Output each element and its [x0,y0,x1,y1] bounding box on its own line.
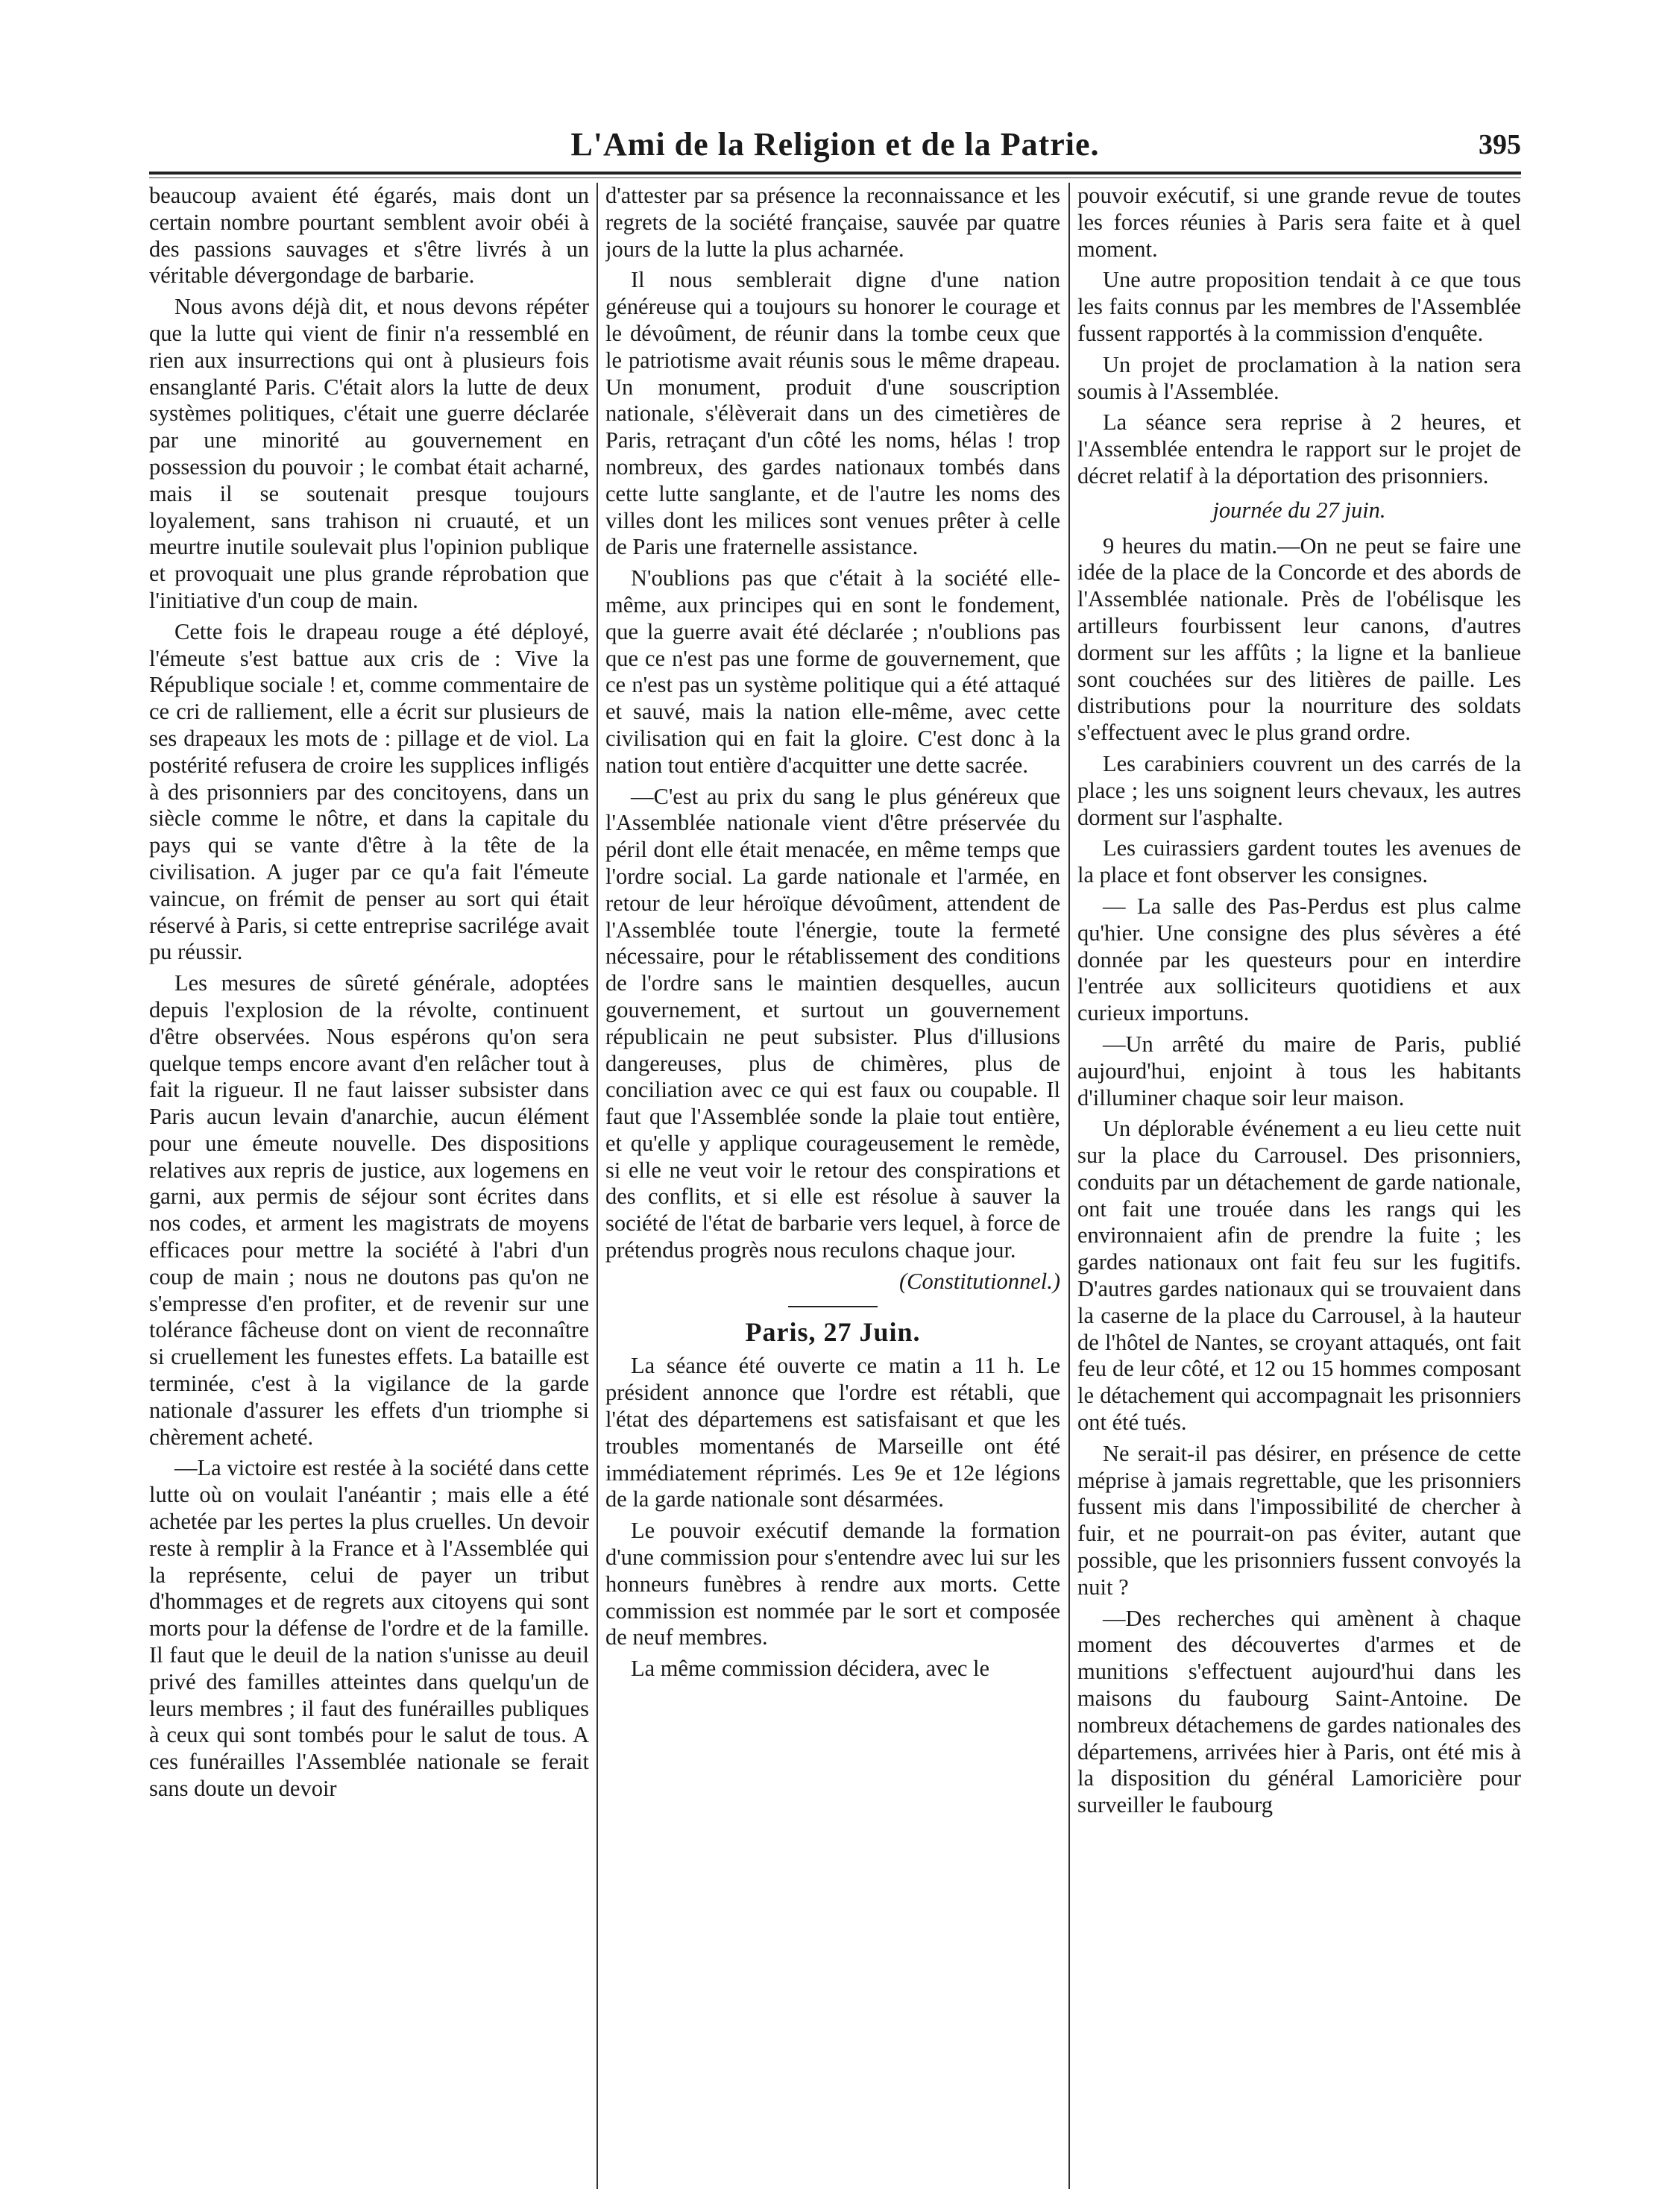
paragraph: —Des recherches qui amènent à chaque moment des découvertes d'armes et de munitions s'effectuent aujourd'hui dans les maisons du faubourg Saint-Antoine. De nombreux détachemens de gardes nationales des départemens, arrivées hier à Paris, ont été mis à la disposition du général Lamoricière pour surveiller le faubourg [1077,1605,1521,1818]
paragraph: d'attester par sa présence la reconnaissance et les regrets de la société française, sauvée par quatre jours de la lutte la plus acharnée. [605,183,1060,262]
source-signature: (Constitutionnel.) [898,1268,1060,1294]
column-3 [1077,183,1521,2189]
paragraph: — La salle des Pas-Perdus est plus calme qu'hier. Une consigne des plus sévères a été donnée par les questeurs pour en interdire l'entrée aux solliciteurs quotidiens et aux curieux importuns. [1077,893,1521,1026]
column-1 [149,183,589,2189]
section-heading: Paris, 27 Juin. [745,1316,921,1347]
paragraph: Les cuirassiers gardent toutes les avenues de la place et font observer les consignes. [1077,835,1521,888]
paragraph: Une autre proposition tendait à ce que tous les faits connus par les membres de l'Assemblée fussent rapportés à la commission d'enquête. [1077,267,1521,346]
running-title: L'Ami de la Religion et de la Patrie. [570,126,1100,163]
paragraph: beaucoup avaient été égarés, mais dont un certain nombre pourtant semblent avoir obéi à des passions sauvages et s'être livrés à un véritable dévergondage de barbarie. [149,183,589,289]
paragraph: —C'est au prix du sang le plus généreux que l'Assemblée nationale vient d'être préservée du péril dont elle était menacée, en même temps que l'ordre social. La garde nationale et l'armée, en retour de leur héroïque dévoûment, attendent de l'Assemblée toute l'énergie, toute la fermeté nécessaire, pour le rétablissement des conditions de l'ordre sans le maintien desquelles, aucun gouvernement, et surtout un gouvernement républicain ne peut subsister. Plus d'illusions dangereuses, plus de chimères, plus de conciliation avec ce qui est faux ou coupable. Il faut que l'Assemblée sonde la plaie tout entière, et qu'elle y applique courageusement le remède, si elle ne veut voir le retour des conspirations et des conflits, et si elle est résolue à sauver la société de l'état de barbarie vers lequel, à force de prétendus progrès nous reculons chaque jour. [605,783,1060,1263]
column-2 [605,183,1060,2189]
paragraph: Un déplorable événement a eu lieu cette nuit sur la place du Carrousel. Des prisonniers, conduits par un détachement de garde nationale, ont fait une trouée dans les rangs qui les environnaient afin de prendre la fuite ; les gardes nationaux ont fait feu sur les fugitifs. D'autres gardes nationaux qui se trouvaient dans la caserne de la place du Carrousel, à la hauteur de l'hôtel de Nantes, se croyant attaqués, ont fait feu de leur côté, et 12 ou 15 hommes composant le détachement qui accompagnait les prisonniers ont été tués. [1077,1116,1521,1436]
paragraph: 9 heures du matin.—On ne peut se faire une idée de la place de la Concorde et des abords de l'Assemblée nationale. Près de l'obélisque les artilleurs fourbissent leur canons, d'autres dorment sur les affûts ; la ligne et la banlieue sont couchées sur des litières de paille. Les distributions pour la nourriture des soldats s'effectuent avec le plus grand ordre. [1077,532,1521,746]
paragraph: Il nous semblerait digne d'une nation généreuse qui a toujours su honorer le courage et le dévoûment, de réunir dans la tombe ceux que le patriotisme avait réunis sous le même drapeau. Un monument, produit d'une souscription nationale, s'élèverait dans un des cimetières de Paris, retraçant d'un côté les noms, hélas ! trop nombreux, des gardes nationaux tombés dans cette lutte sanglante, et de l'autre les noms des villes dont les milices sont venues prêter à celle de Paris une fraternelle assistance. [605,267,1060,560]
paragraph: Cette fois le drapeau rouge a été déployé, l'émeute s'est battue aux cris de : Vive la République sociale ! et, comme commentaire de ce cri de ralliement, elle a écrit sur plusieurs de ses drapeaux les mots de : pillage et de viol. La postérité refusera de croire les supplices infligés à des prisonniers par des concitoyens, dans un siècle comme le nôtre, et dans la capitale du pays qui se vante d'être à la tête de la civilisation. A juger par ce qu'a fait l'émeute vaincue, on frémit de penser au sort qui était réservé à Paris, si cette entreprise sacrilége avait pu réussir. [149,618,589,965]
paragraph: La séance sera reprise à 2 heures, et l'Assemblée entendra le rapport sur le projet de décret relatif à la déportation des prisonniers. [1077,409,1521,488]
page-number: 395 [1479,129,1521,160]
paragraph: N'oublions pas que c'était à la société elle-même, aux principes qui en sont le fondement, que la guerre avait été déclarée ; n'oublions pas que ce n'est pas une forme de gouvernement, que ce n'est pas un système politique qui a été attaqué et sauvé, mais la nation elle-même, avec cette civilisation qui en fait la gloire. C'est donc à la nation tout entière d'acquitter une dette sacrée. [605,565,1060,778]
paragraph: Nous avons déjà dit, et nous devons répéter que la lutte qui vient de finir n'a ressemblé en rien aux insurrections qui ont à plusieurs fois ensanglanté Paris. C'était alors la lutte de deux systèmes politiques, c'était une guerre déclarée par une minorité au gouvernement en possession du pouvoir ; le combat était acharné, mais il se soutenait presque toujours loyalement, sans trahison ni cruauté, et un meurtre inutile soulevait plus l'opinion publique et provoquait une plus grande réprobation que l'initiative d'un coup de main. [149,294,589,613]
paragraph: Ne serait-il pas désirer, en présence de cette méprise à jamais regrettable, que les prisonniers fussent mis dans l'impossibilité de chercher à fuir, et ne pourrait-on pas éviter, autant que possible, que les prisonniers fussent convoyés la nuit ? [1077,1440,1521,1600]
section-subheading: journée du 27 juin. [1212,497,1386,523]
column-divider [596,183,598,2189]
header-rule-thin [149,177,1521,178]
paragraph: La séance été ouverte ce matin a 11 h. Le président annonce que l'ordre est rétabli, que l'état des départemens est satisfaisant et que les troubles momentanés de Marseille ont été immédiatement réprimés. Les 9e et 12e légions de la garde nationale sont désarmées. [605,1353,1060,1512]
paragraph: Un projet de proclamation à la nation sera soumis à l'Assemblée. [1077,351,1521,404]
page-header [149,112,1521,170]
paragraph: —La victoire est restée à la société dans cette lutte où on voulait l'anéantir ; mais elle a été achetée par les pertes la plus cruelles. Un devoir reste à remplir à la France et à l'Assemblée qui la représente, celui de payer un tribut d'hommages et de regrets aux citoyens qui sont morts pour la défense de l'ordre et de la famille. Il faut que le deuil de la nation s'unisse au deuil privé des familles atteintes dans quelqu'un de leurs membres ; il faut des funérailles publiques à ceux qui sont tombés pour le salut de tous. A ces funérailles l'Assemblée nationale se ferait sans doute un devoir [149,1455,589,1802]
paragraph: Les carabiniers couvrent un des carrés de la place ; les uns soignent leurs chevaux, les autres dorment sur l'asphalte. [1077,750,1521,830]
section-divider [788,1306,878,1307]
paragraph: Le pouvoir exécutif demande la formation d'une commission pour s'entendre avec lui sur les honneurs funèbres à rendre aux morts. Cette commission est nommée par le sort et composée de neuf membres. [605,1518,1060,1650]
paragraph: La même commission décidera, avec le [631,1656,990,1682]
paragraph: Les mesures de sûreté générale, adoptées depuis l'explosion de la révolte, continuent d'être observées. Nous espérons qu'on sera quelque temps encore avant d'en relâcher tout à fait la rigueur. Il ne faut laisser subsister dans Paris aucun levain d'anarchie, aucun élément pour une émeute nouvelle. Des dispositions relatives aux repris de justice, aux logemens en garni, aux permis de séjour sont écrites dans nos codes, et arment les magistrats de moyens efficaces pour mettre la société à l'abri d'un coup de main ; nous ne doutons pas qu'on ne s'empresse d'en profiter, et de revenir sur une tolérance fâcheuse dont on vient de reconnaître si cruellement les funestes effets. La bataille est terminée, c'est à la vigilance de la garde nationale d'assurer les effets d'un triomphe si chèrement acheté. [149,970,589,1450]
header-rule [149,172,1521,175]
paragraph: —Un arrêté du maire de Paris, publié aujourd'hui, enjoint à tous les habitants d'illuminer chaque soir leur maison. [1077,1031,1521,1110]
column-divider [1068,183,1070,2189]
paragraph: pouvoir exécutif, si une grande revue de toutes les forces réunies à Paris sera faite et à quel moment. [1077,183,1521,262]
